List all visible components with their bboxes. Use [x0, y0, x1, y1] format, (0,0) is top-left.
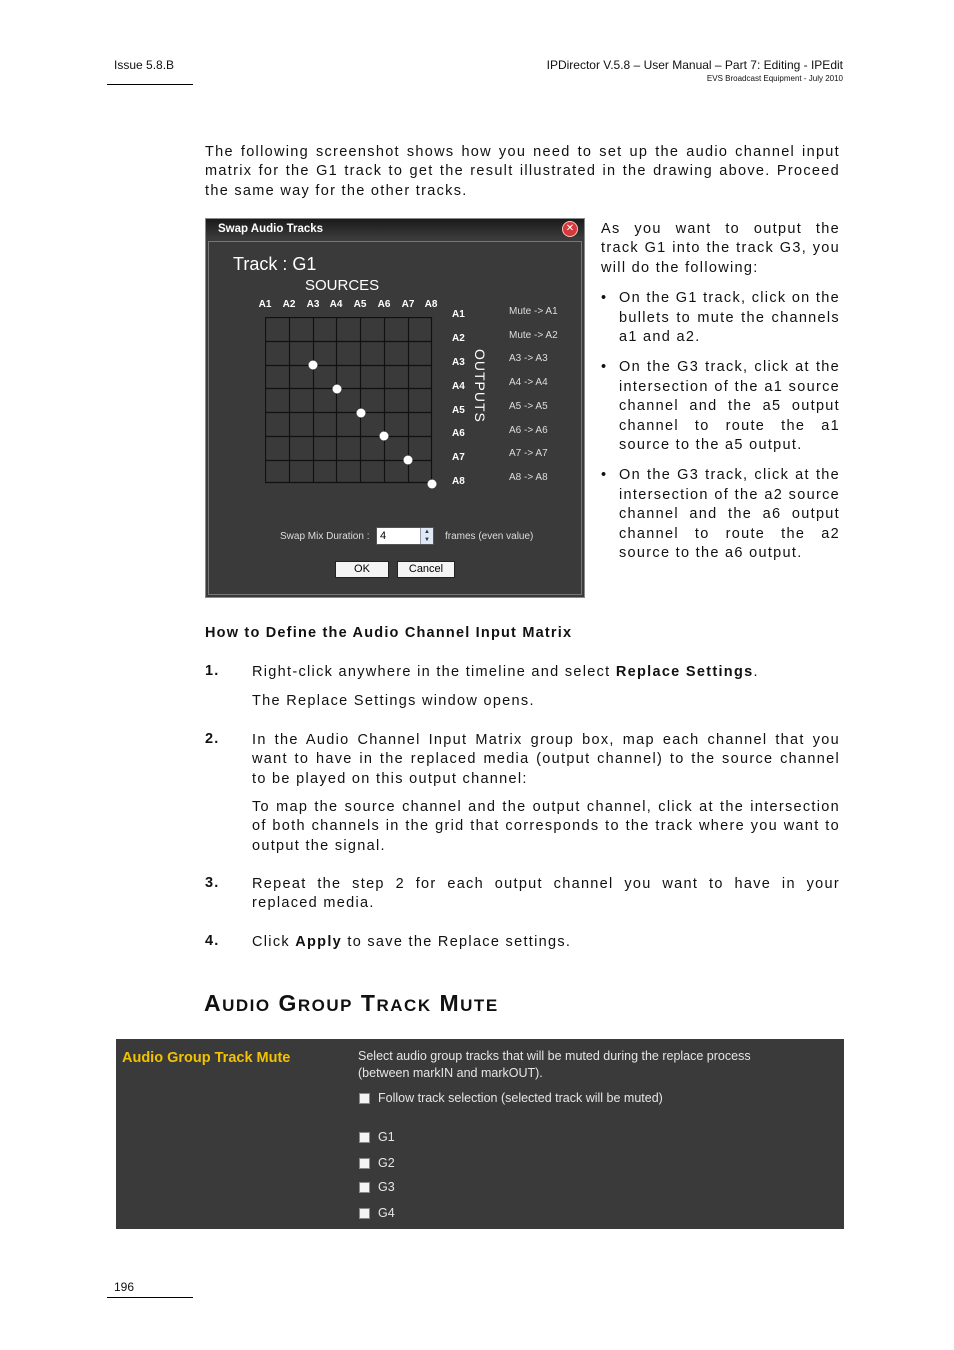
output-row-label: A4 [452, 381, 465, 392]
step-text: Right-click anywhere in the timeline and select Replace Settings. [252, 664, 759, 680]
side-lead: As you want to output the track G1 into the track G3, you will do the following: [601, 221, 840, 276]
follow-selection-checkbox[interactable] [359, 1093, 370, 1104]
route-dot [333, 385, 342, 394]
output-row-label: A2 [452, 333, 465, 344]
follow-selection-label: Follow track selection (selected track will be muted) [378, 1091, 663, 1105]
section-heading: AUDIO GROUP TRACK MUTE [204, 990, 499, 1016]
audio-group-track-mute-panel [116, 1039, 844, 1229]
source-col-label: A2 [282, 299, 296, 310]
output-row-label: A1 [452, 309, 465, 320]
step-text: In the Audio Channel Input Matrix group box, map each channel that you want to have in the replaced media (output channel) to the source channel to be played on this output channel: [252, 732, 840, 787]
output-row-label: A7 [452, 452, 465, 463]
list-item: • On the G1 track, click on the bullets to mute the channels a1 and a2. [601, 290, 840, 346]
step-note: To map the source channel and the output channel, click at the intersection of both channels in the grid that corresponds to the track where you want to output the signal. [252, 799, 840, 854]
footer-rule [107, 1297, 193, 1298]
panel-description: Select audio group tracks that will be muted during the replace process (between markIN and markOUT). [358, 1049, 751, 1080]
swap-duration-value: 4 [380, 530, 387, 542]
output-row-label: A5 [452, 405, 465, 416]
howto-heading: How to Define the Audio Channel Input Matrix [205, 625, 573, 641]
panel-title: Audio Group Track Mute [122, 1050, 291, 1066]
side-explanation [601, 220, 840, 575]
sources-label: SOURCES [305, 277, 380, 294]
source-col-label: A7 [401, 299, 415, 310]
close-icon[interactable]: ✕ [562, 221, 578, 237]
cancel-button[interactable]: Cancel [397, 561, 455, 578]
source-col-label: A5 [353, 299, 367, 310]
track-label: G1 [378, 1130, 395, 1144]
mapping-label: Mute -> A1 [509, 306, 558, 317]
mapping-label: A6 -> A6 [509, 425, 548, 436]
intro-paragraph: The following screenshot shows how you need to set up the audio channel input matrix for the G1 track to get the result illustrated in the drawing above. Proceed the same way for the other tracks. [205, 144, 840, 199]
list-item: • On the G3 track, click at the intersection of the a1 source channel and the a5 output channel to route the a1 source to the a5 output. [601, 359, 840, 454]
mapping-label: Mute -> A2 [509, 330, 558, 341]
route-dot [404, 456, 413, 465]
source-col-label: A3 [306, 299, 320, 310]
source-col-label: A4 [329, 299, 343, 310]
page-number: 196 [114, 1280, 135, 1294]
track-g3-checkbox[interactable] [359, 1182, 370, 1193]
source-col-label: A8 [424, 299, 438, 310]
output-row-label: A6 [452, 428, 465, 439]
track-g1-checkbox[interactable] [359, 1132, 370, 1143]
step-text: Repeat the step 2 for each output channel you want to have in your replaced media. [252, 876, 840, 912]
swap-duration-label: Swap Mix Duration : [280, 531, 370, 542]
list-item: • On the G3 track, click at the intersection of the a2 source channel and the a6 output channel to route the a2 source to the a6 output. [601, 467, 840, 562]
track-label: G3 [378, 1180, 395, 1194]
ok-button[interactable]: OK [335, 561, 389, 578]
header-rule [107, 84, 193, 85]
mapping-label: A4 -> A4 [509, 377, 548, 388]
bullet-icon: • [601, 359, 608, 376]
swap-duration-input[interactable] [376, 527, 434, 545]
spinner-arrows-icon[interactable]: ▲ ▼ [420, 528, 433, 544]
route-dot [380, 432, 389, 441]
route-dot [309, 361, 318, 370]
mapping-label: A3 -> A3 [509, 353, 548, 364]
manual-title: IPDirector V.5.8 – User Manual – Part 7: Editing - IPEdit [546, 58, 843, 72]
track-title: Track : G1 [233, 254, 317, 274]
step-number: 1. [205, 663, 220, 679]
source-col-label: A1 [258, 299, 272, 310]
output-row-label: A3 [452, 357, 465, 368]
route-dot [357, 409, 366, 418]
issue-label: Issue 5.8.B [114, 58, 175, 72]
mapping-label: A7 -> A7 [509, 448, 548, 459]
side-bullet-list [601, 289, 840, 563]
step-number: 3. [205, 875, 220, 891]
dialog-title-bar: Swap Audio Tracks [206, 219, 584, 239]
step-note: The Replace Settings window opens. [252, 693, 535, 709]
output-row-label: A8 [452, 476, 465, 487]
publisher-date: EVS Broadcast Equipment - July 2010 [706, 74, 843, 83]
swap-audio-tracks-dialog [205, 218, 585, 598]
bullet-icon: • [601, 467, 608, 484]
mapping-label: A5 -> A5 [509, 401, 548, 412]
source-col-label: A6 [377, 299, 391, 310]
mapping-label: A8 -> A8 [509, 472, 548, 483]
track-label: G4 [378, 1206, 395, 1220]
outputs-label: OUTPUTS [472, 349, 488, 423]
frames-label: frames (even value) [445, 531, 534, 542]
track-g2-checkbox[interactable] [359, 1158, 370, 1169]
step-number: 4. [205, 933, 220, 949]
routing-grid[interactable] [265, 317, 445, 497]
track-label: G2 [378, 1156, 395, 1170]
track-g4-checkbox[interactable] [359, 1208, 370, 1219]
bullet-icon: • [601, 290, 608, 307]
route-dot [428, 480, 437, 489]
step-text: Click Apply to save the Replace settings. [252, 934, 572, 950]
step-number: 2. [205, 731, 220, 747]
